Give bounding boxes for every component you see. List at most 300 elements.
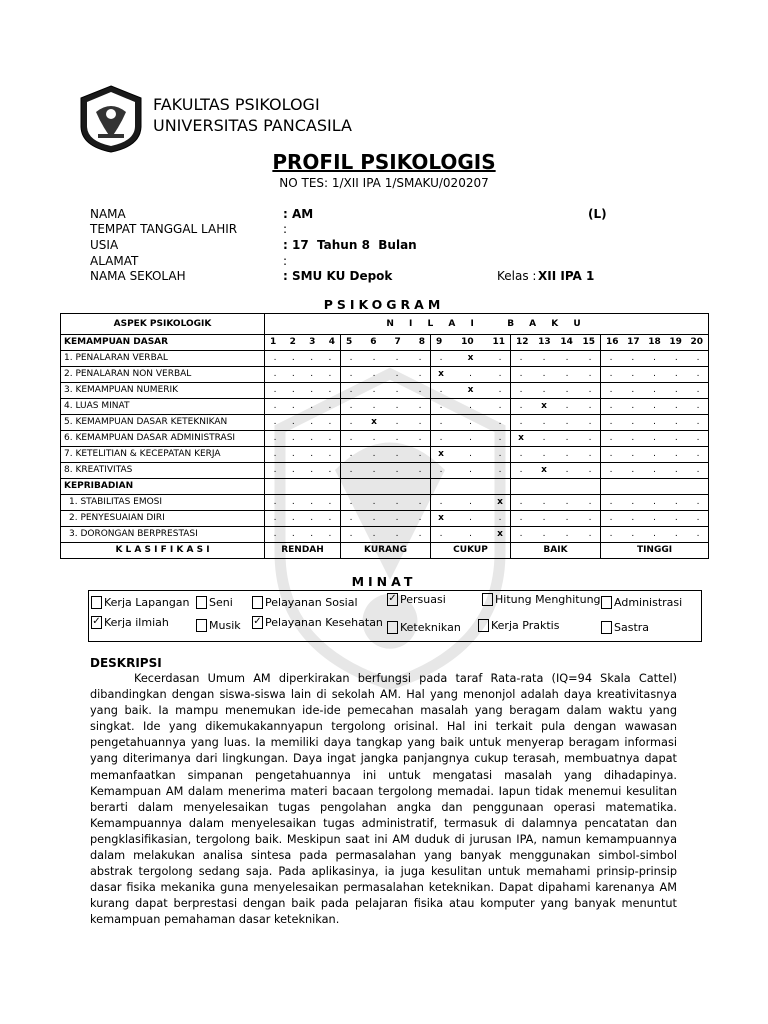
score-dot: . xyxy=(565,449,569,459)
score-dot: . xyxy=(439,385,443,395)
score-group-3 xyxy=(431,415,511,431)
score-group-1 xyxy=(265,527,341,543)
score-group-2 xyxy=(341,527,431,543)
score-dot: . xyxy=(372,353,376,363)
score-group-4 xyxy=(511,415,601,431)
score-group-5 xyxy=(601,351,709,367)
score-dot: . xyxy=(519,401,523,411)
score-dot: . xyxy=(395,497,399,507)
minat-item[interactable] xyxy=(478,619,559,632)
score-dot: . xyxy=(696,353,700,363)
score-dot: . xyxy=(519,385,523,395)
score-dot: . xyxy=(372,529,376,539)
score-dot: . xyxy=(310,513,314,523)
score-dot: . xyxy=(609,417,613,427)
score-dot: . xyxy=(696,513,700,523)
score-dot: . xyxy=(328,433,332,443)
score-dot: . xyxy=(519,497,523,507)
scale-numbers-5 xyxy=(601,335,709,351)
score-dot: . xyxy=(349,401,353,411)
score-group-1 xyxy=(265,511,341,527)
scale-number: 10 xyxy=(461,337,474,347)
score-dot: . xyxy=(588,369,592,379)
score-group-2 xyxy=(341,415,431,431)
scale-numbers-3 xyxy=(431,335,511,351)
score-mark: x xyxy=(541,401,547,411)
score-dot: . xyxy=(631,369,635,379)
score-dot: . xyxy=(631,417,635,427)
score-group-2 xyxy=(341,367,431,383)
score-dot: . xyxy=(609,449,613,459)
score-dot: . xyxy=(653,433,656,443)
kelas-value: XII IPA 1 xyxy=(538,269,595,283)
aspect-label: 8. KREATIVITAS xyxy=(61,463,265,479)
score-dot: . xyxy=(328,465,332,475)
score-dot: . xyxy=(418,401,422,411)
score-dot: . xyxy=(395,449,399,459)
score-dot: . xyxy=(696,529,700,539)
score-group-1 xyxy=(265,447,341,463)
sekolah-label: NAMA SEKOLAH xyxy=(90,269,186,283)
score-group-1 xyxy=(265,463,341,479)
score-dot: . xyxy=(498,369,502,379)
table-row xyxy=(61,351,709,367)
score-group-2 xyxy=(341,431,431,447)
score-group-4 xyxy=(511,367,601,383)
score-group-4 xyxy=(511,431,601,447)
score-dot: . xyxy=(498,353,502,363)
score-group-2 xyxy=(341,351,431,367)
score-group-1 xyxy=(265,415,341,431)
score-dot: . xyxy=(653,465,656,475)
minat-item[interactable] xyxy=(601,621,649,634)
score-dot: . xyxy=(588,465,592,475)
minat-label: Kerja Lapangan xyxy=(104,596,190,609)
score-dot: . xyxy=(609,513,613,523)
score-dot: . xyxy=(349,417,353,427)
minat-item[interactable] xyxy=(601,596,682,609)
score-dot: . xyxy=(588,529,592,539)
score-dot: . xyxy=(565,497,569,507)
score-dot: . xyxy=(418,433,422,443)
score-dot: . xyxy=(631,513,635,523)
score-dot: . xyxy=(469,433,472,443)
score-group-4 xyxy=(511,495,601,511)
score-dot: . xyxy=(310,433,314,443)
aspect-label: 3. KEMAMPUAN NUMERIK xyxy=(61,383,265,399)
score-dot: . xyxy=(609,497,613,507)
score-dot: . xyxy=(469,449,472,459)
score-group-2 xyxy=(341,463,431,479)
score-dot: . xyxy=(273,529,277,539)
sekolah-value: : SMU KU Depok xyxy=(283,269,393,283)
minat-title: MINAT xyxy=(351,574,417,589)
score-dot: . xyxy=(588,497,592,507)
score-dot: . xyxy=(372,369,376,379)
score-dot: . xyxy=(469,513,472,523)
score-dot: . xyxy=(631,449,635,459)
scale-number: 6 xyxy=(370,337,377,347)
score-dot: . xyxy=(542,433,546,443)
kemampuan-dasar-header: KEMAMPUAN DASAR xyxy=(61,335,265,351)
empty-cell xyxy=(341,479,431,495)
score-dot: . xyxy=(674,433,678,443)
score-group-1 xyxy=(265,431,341,447)
score-dot: . xyxy=(674,369,678,379)
score-dot: . xyxy=(328,513,332,523)
score-group-3 xyxy=(431,511,511,527)
score-dot: . xyxy=(631,465,635,475)
score-dot: . xyxy=(372,449,376,459)
score-dot: . xyxy=(542,497,546,507)
score-dot: . xyxy=(439,353,443,363)
score-dot: . xyxy=(372,465,376,475)
score-dot: . xyxy=(519,465,523,475)
checkbox[interactable] xyxy=(601,596,612,609)
score-dot: . xyxy=(653,401,656,411)
score-dot: . xyxy=(328,401,332,411)
score-group-4 xyxy=(511,527,601,543)
score-dot: . xyxy=(310,497,314,507)
score-dot: . xyxy=(631,529,635,539)
score-mark: x xyxy=(467,353,474,363)
score-dot: . xyxy=(310,417,314,427)
score-dot: . xyxy=(519,417,523,427)
score-dot: . xyxy=(469,465,472,475)
score-dot: . xyxy=(418,465,422,475)
table-row xyxy=(61,399,709,415)
empty-cell xyxy=(265,479,341,495)
score-dot: . xyxy=(273,433,277,443)
score-dot: . xyxy=(291,385,295,395)
score-dot: . xyxy=(609,465,613,475)
scale-number: 20 xyxy=(690,337,704,347)
klasifikasi-baik: BAIK xyxy=(511,543,601,559)
scale-number: 12 xyxy=(516,337,529,347)
score-group-1 xyxy=(265,399,341,415)
checkbox[interactable] xyxy=(482,593,493,606)
scale-number: 18 xyxy=(648,337,661,347)
score-dot: . xyxy=(498,465,502,475)
score-dot: . xyxy=(631,385,635,395)
checkbox[interactable] xyxy=(196,596,207,609)
score-dot: . xyxy=(588,385,592,395)
score-group-3 xyxy=(431,527,511,543)
aspect-label: 4. LUAS MINAT xyxy=(61,399,265,415)
score-group-3 xyxy=(431,399,511,415)
klasifikasi-cukup: CUKUP xyxy=(431,543,511,559)
score-group-5 xyxy=(601,431,709,447)
score-dot: . xyxy=(696,369,700,379)
aspect-label: 6. KEMAMPUAN DASAR ADMINISTRASI xyxy=(61,431,265,447)
score-dot: . xyxy=(469,401,472,411)
score-group-3 xyxy=(431,367,511,383)
score-dot: . xyxy=(439,417,443,427)
score-dot: . xyxy=(542,529,546,539)
klasifikasi-rendah: RENDAH xyxy=(265,543,341,559)
score-dot: . xyxy=(349,465,353,475)
score-dot: . xyxy=(395,369,399,379)
score-dot: . xyxy=(469,529,472,539)
score-dot: . xyxy=(310,465,314,475)
minat-item[interactable] xyxy=(91,596,190,609)
score-dot: . xyxy=(498,433,502,443)
usia-value: : 17 Tahun 8 Bulan xyxy=(283,238,417,252)
deskripsi-heading: DESKRIPSI xyxy=(90,656,162,670)
scale-numbers-4 xyxy=(511,335,601,351)
score-dot: . xyxy=(273,401,277,411)
kepribadian-header: KEPRIBADIAN xyxy=(61,479,265,495)
score-dot: . xyxy=(418,497,422,507)
checkbox[interactable] xyxy=(252,596,263,609)
minat-label: Persuasi xyxy=(400,593,446,606)
score-group-1 xyxy=(265,383,341,399)
score-dot: . xyxy=(565,513,569,523)
table-row xyxy=(61,447,709,463)
score-dot: . xyxy=(395,401,399,411)
score-dot: . xyxy=(519,513,523,523)
aspek-header: ASPEK PSIKOLOGIK xyxy=(61,314,265,335)
minat-label: Kerja ilmiah xyxy=(104,616,169,629)
score-dot: . xyxy=(310,529,314,539)
score-dot: . xyxy=(653,353,656,363)
minat-label: Seni xyxy=(209,596,233,609)
deskripsi-text xyxy=(90,671,677,929)
score-dot: . xyxy=(349,513,353,523)
scale-number: 14 xyxy=(560,337,573,347)
table-row xyxy=(61,511,709,527)
deskripsi-body: Kecerdasan Umum AM diperkirakan berfungsi pada taraf Rata-rata (IQ=94 Skala Cattel) dibandingkan dengan siswa-siswa lain di sekolah AM. Hal yang menonjol adalah daya kreativitasnya yang baik. Ia mampu menemukan ide-ide pemecahan masalah yang beragam dalam waktu yang singkat. Ide yang dikemukakannyapun tergolong orisinal. Hal ini terkait pula dengan wawasan pengetahuannya yang luas. Ia memiliki daya tangkap yang baik untuk menyerap beragam informasi yang diterimanya dari lingkungan. Daya ingat jangka panjangnya cukup terasah, membuatnya dapat memanfaatkan simpanan pengetahuannya ini untuk mengatasi masalah yang dihadapinya. Kemampuan AM dalam menerima materi bacaan tergolong memadai. Iapun tidak menemui kesulitan berarti dalam menyelesaikan tugas pengolahan angka dan penggunaan operasi matematika. Kemampuannya dalam menyelesaikan tugas administratif, termasuk di dalamnya pencatatan dan pengklasifikasian, tergolong baik. Meskipun saat ini AM duduk di jurusan IPA, namun kemampuannya dalam melakukan analisa sintesa pada permasalahan yang banyak menggunakan simbol-simbol abstrak tergolong sedang saja. Pada aplikasinya, ia juga kesulitan untuk memahami prinsip-prinsip dasar fisika mekanika guna menyelesaikan permasalahan keteknikan. Dapat dipahami karenanya AM kurang dapat berprestasi dengan baik pada pelajaran fisika atau komputer yang banyak menuntut kemampuan pemahaman dasar keteknikan. xyxy=(90,672,677,927)
score-dot: . xyxy=(273,449,277,459)
score-dot: . xyxy=(291,433,295,443)
table-row xyxy=(61,495,709,511)
table-row xyxy=(61,367,709,383)
score-dot: . xyxy=(588,449,592,459)
minat-label: Hitung Menghitung xyxy=(495,593,601,606)
score-group-3 xyxy=(431,383,511,399)
score-dot: . xyxy=(291,417,295,427)
table-row xyxy=(61,527,709,543)
alamat-label: ALAMAT xyxy=(90,254,139,268)
scale-number: 2 xyxy=(289,337,296,347)
score-dot: . xyxy=(310,385,314,395)
empty-cell xyxy=(511,479,601,495)
score-dot: . xyxy=(418,449,422,459)
minat-item[interactable] xyxy=(482,593,601,606)
score-dot: . xyxy=(674,353,678,363)
test-number: NO TES: 1/XII IPA 1/SMAKU/020207 xyxy=(279,176,489,190)
score-group-4 xyxy=(511,399,601,415)
score-dot: . xyxy=(273,465,277,475)
ttl-label: TEMPAT TANGGAL LAHIR xyxy=(90,222,238,236)
minat-label: Kerja Praktis xyxy=(491,619,560,632)
score-dot: . xyxy=(418,353,422,363)
scale-number: 9 xyxy=(436,337,443,347)
score-dot: . xyxy=(696,417,700,427)
score-dot: . xyxy=(291,513,295,523)
score-dot: . xyxy=(349,529,353,539)
scale-numbers-2 xyxy=(341,335,431,351)
score-dot: . xyxy=(310,449,314,459)
score-group-4 xyxy=(511,447,601,463)
ttl-value: : xyxy=(283,222,288,236)
score-dot: . xyxy=(498,401,502,411)
score-dot: . xyxy=(291,353,295,363)
score-dot: . xyxy=(696,465,700,475)
aspect-label: 3. DORONGAN BERPRESTASI xyxy=(61,527,265,543)
scale-number: 11 xyxy=(492,337,505,347)
score-dot: . xyxy=(310,401,314,411)
scale-numbers-1 xyxy=(265,335,341,351)
score-group-5 xyxy=(601,527,709,543)
score-mark: x xyxy=(497,497,503,507)
score-dot: . xyxy=(418,369,422,379)
score-dot: . xyxy=(310,353,314,363)
nama-label: NAMA xyxy=(90,207,126,221)
scale-number: 15 xyxy=(582,337,595,347)
score-mark: x xyxy=(541,465,547,475)
nama-value: : AM xyxy=(283,207,314,221)
score-dot: . xyxy=(349,385,353,395)
score-dot: . xyxy=(674,401,678,411)
score-dot: . xyxy=(439,401,443,411)
score-dot: . xyxy=(328,385,332,395)
score-dot: . xyxy=(498,385,502,395)
score-dot: . xyxy=(273,417,277,427)
score-dot: . xyxy=(372,385,376,395)
score-dot: . xyxy=(498,513,502,523)
score-dot: . xyxy=(674,417,678,427)
score-dot: . xyxy=(349,433,353,443)
minat-item[interactable] xyxy=(387,621,461,634)
score-dot: . xyxy=(542,513,546,523)
score-dot: . xyxy=(469,417,472,427)
checkbox[interactable] xyxy=(196,619,207,632)
score-dot: . xyxy=(291,465,295,475)
scale-number: 8 xyxy=(418,337,425,347)
empty-cell xyxy=(601,479,709,495)
score-dot: . xyxy=(609,385,613,395)
checkbox[interactable] xyxy=(601,621,612,634)
score-group-5 xyxy=(601,415,709,431)
score-dot: . xyxy=(395,433,399,443)
score-group-1 xyxy=(265,367,341,383)
university-seal-logo xyxy=(78,84,144,154)
klasifikasi-label: K L A S I F I K A S I xyxy=(61,543,265,559)
score-group-2 xyxy=(341,399,431,415)
scale-number: 7 xyxy=(394,337,401,347)
score-mark: x xyxy=(438,369,444,379)
score-dot: . xyxy=(674,513,678,523)
score-dot: . xyxy=(395,465,399,475)
minat-item[interactable] xyxy=(91,616,169,629)
score-dot: . xyxy=(542,449,546,459)
score-dot: . xyxy=(395,385,399,395)
score-group-3 xyxy=(431,495,511,511)
score-mark: x xyxy=(497,529,503,539)
page-title: PROFIL PSIKOLOGIS xyxy=(272,150,496,174)
empty-cell xyxy=(431,479,511,495)
score-group-1 xyxy=(265,495,341,511)
score-dot: . xyxy=(519,529,523,539)
score-group-3 xyxy=(431,463,511,479)
score-dot: . xyxy=(395,353,399,363)
score-group-2 xyxy=(341,511,431,527)
aspect-label: 5. KEMAMPUAN DASAR KETEKNIKAN xyxy=(61,415,265,431)
score-group-5 xyxy=(601,463,709,479)
score-dot: . xyxy=(674,449,678,459)
psikogram-title: PSIKOGRAM xyxy=(323,297,445,312)
score-dot: . xyxy=(653,385,656,395)
score-dot: . xyxy=(696,497,700,507)
score-mark: x xyxy=(371,417,377,427)
score-dot: . xyxy=(349,369,353,379)
score-dot: . xyxy=(674,465,678,475)
score-dot: . xyxy=(565,353,569,363)
minat-item[interactable] xyxy=(252,616,383,629)
score-dot: . xyxy=(395,513,399,523)
scale-number: 1 xyxy=(270,337,277,347)
checkbox[interactable] xyxy=(478,619,489,632)
score-dot: . xyxy=(674,385,678,395)
minat-item[interactable] xyxy=(387,593,446,606)
score-dot: . xyxy=(328,529,332,539)
scale-number: 3 xyxy=(309,337,316,347)
score-dot: . xyxy=(565,529,569,539)
score-dot: . xyxy=(469,369,472,379)
scale-number: 5 xyxy=(346,337,353,347)
score-dot: . xyxy=(291,497,295,507)
score-dot: . xyxy=(653,513,656,523)
score-dot: . xyxy=(696,385,700,395)
score-dot: . xyxy=(418,529,422,539)
score-dot: . xyxy=(418,417,422,427)
score-dot: . xyxy=(372,433,376,443)
checkbox[interactable] xyxy=(91,596,102,609)
table-row xyxy=(61,463,709,479)
score-dot: . xyxy=(588,401,592,411)
aspect-label: 2. PENALARAN NON VERBAL xyxy=(61,367,265,383)
score-dot: . xyxy=(372,401,376,411)
score-dot: . xyxy=(469,497,472,507)
gender-value: (L) xyxy=(588,207,607,221)
score-dot: . xyxy=(565,465,569,475)
score-dot: . xyxy=(439,529,443,539)
scale-number: 13 xyxy=(538,337,551,347)
kelas-label: Kelas : xyxy=(497,269,537,283)
score-dot: . xyxy=(273,353,277,363)
score-dot: . xyxy=(542,369,546,379)
checked-checkbox[interactable]: ✓ xyxy=(253,616,262,627)
minat-item[interactable] xyxy=(196,596,233,609)
checked-checkbox[interactable]: ✓ xyxy=(92,616,101,627)
score-dot: . xyxy=(565,369,569,379)
minat-item[interactable] xyxy=(252,596,358,609)
score-dot: . xyxy=(565,385,569,395)
minat-item[interactable] xyxy=(196,619,241,632)
table-row xyxy=(61,383,709,399)
score-group-5 xyxy=(601,447,709,463)
score-dot: . xyxy=(291,529,295,539)
aspect-label: 7. KETELITIAN & KECEPATAN KERJA xyxy=(61,447,265,463)
score-dot: . xyxy=(328,353,332,363)
score-dot: . xyxy=(328,497,332,507)
score-dot: . xyxy=(519,353,523,363)
score-dot: . xyxy=(273,385,277,395)
checkbox[interactable] xyxy=(387,621,398,634)
checked-checkbox[interactable]: ✓ xyxy=(388,593,397,604)
score-group-4 xyxy=(511,463,601,479)
